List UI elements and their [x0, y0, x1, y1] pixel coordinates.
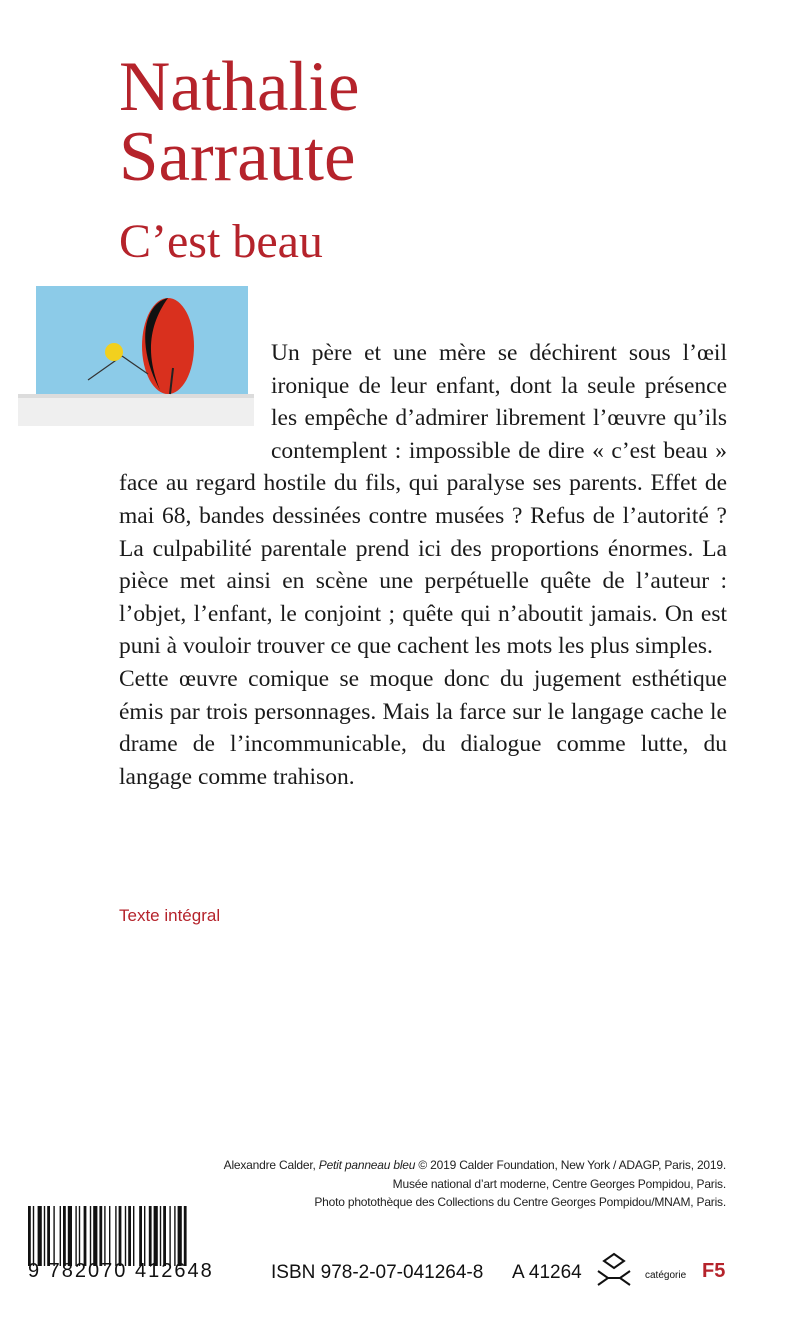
book-title: C’est beau	[119, 215, 323, 268]
barcode-number: 9 782070 412648	[28, 1260, 214, 1282]
credit-line1-rest: © 2019 Calder Foundation, New York / ADAGP, Paris, 2019.	[415, 1158, 726, 1172]
credit-line-2: Musée national d’art moderne, Centre Georges Pompidou, Paris.	[392, 1176, 726, 1191]
author-name	[119, 48, 360, 196]
credit-line-3: Photo photothèque des Collections du Centre Georges Pompidou/MNAM, Paris.	[314, 1195, 726, 1209]
credit-artist: Alexandre Calder,	[223, 1158, 319, 1172]
author-last-name: Sarraute	[119, 118, 356, 196]
credit-work: Petit panneau bleu	[318, 1158, 416, 1172]
blurb-paragraph-2: Cette œuvre comique se moque donc du jugement esthétique émis par trois personnages. Mais la farce sur le langage cache le drame de l’incommunicable, du dialogue comme lutte, du langage comme trahison.	[119, 665, 727, 790]
image-credits	[166, 1156, 726, 1212]
category-value: F5	[702, 1260, 726, 1282]
author-first-name: Nathalie	[119, 48, 360, 126]
category-label: catégorie	[645, 1270, 687, 1281]
reference-number: A 41264	[512, 1262, 582, 1283]
texte-integral-label: Texte intégral	[119, 906, 221, 925]
folio-logo-icon	[594, 1251, 634, 1289]
blurb-paragraph-1: Un père et une mère se déchirent sous l’œil ironique de leur enfant, dont la seule présence les empêche d’admirer librement l’œuvre qu’ils contemplent : impossible de dire « c’est beau » face au regard hostile du fils, qui paralyse ses parents. Effet de mai 68, bandes dessinées contre musées ? Refus de l’autorité ? La culpabilité parentale prend ici des proportions énormes. La pièce met ainsi en scène une perpétuelle quête de l’auteur : l’objet, l’enfant, le conjoint ; quête qui n’aboutit jamais. On est puni à vouloir trouver ce que cachent les mots les plus simples.	[119, 340, 727, 660]
isbn: ISBN 978-2-07-041264-8	[271, 1262, 484, 1283]
back-cover-blurb	[119, 337, 727, 793]
barcode	[28, 1206, 260, 1266]
